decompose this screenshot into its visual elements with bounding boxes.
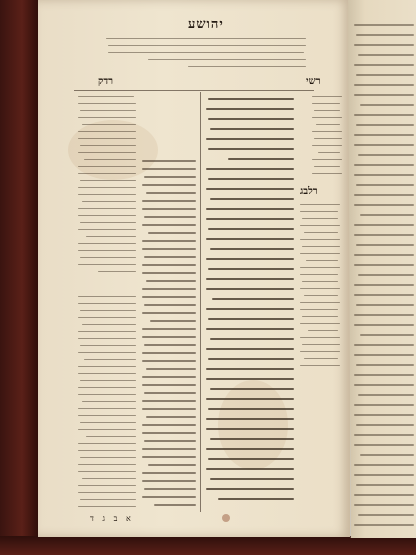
column-label-ralbag: רלבג bbox=[300, 186, 318, 197]
page-ornament bbox=[222, 514, 230, 522]
running-title: יהושע bbox=[188, 17, 224, 32]
column-header-rule bbox=[74, 90, 314, 91]
book-cover-left bbox=[0, 0, 40, 555]
column-divider bbox=[200, 92, 201, 512]
column-label-radak: רדק bbox=[98, 76, 114, 87]
signature-marks: א ב ג ד bbox=[90, 514, 134, 523]
left-page bbox=[38, 0, 350, 537]
book-cover-bottom bbox=[0, 536, 416, 555]
column-label-rashi: רשי bbox=[306, 76, 321, 87]
right-page bbox=[348, 0, 416, 538]
